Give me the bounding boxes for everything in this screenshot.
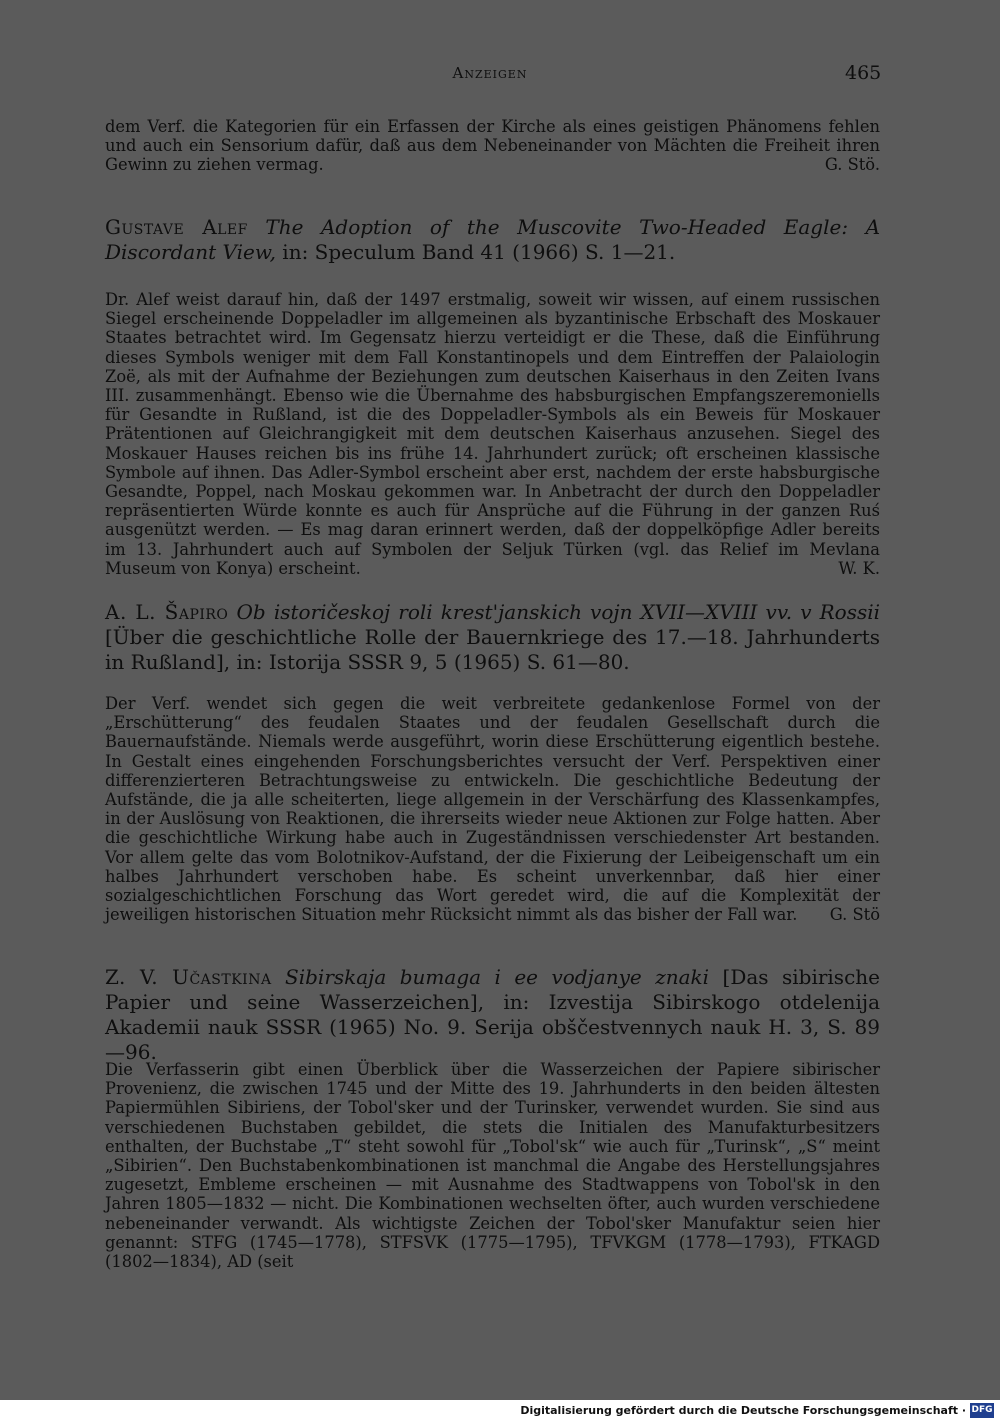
entry2-paragraph [105, 694, 880, 924]
entry1-signature: W. K. [838, 558, 880, 578]
entry1-author: Gustave Alef [105, 215, 248, 239]
entry0-text: dem Verf. die Kategorien für ein Erfassen der Kirche als eines geistigen Phänomens fehlen und auch ein Sensorium dafür, daß aus dem Nebeneinander von Mächten die Freiheit ihren Gewinn zu ziehen vermag. [105, 117, 880, 175]
entry2-title: Ob istoričeskoj roli krest'janskich vojn XVII—XVIII vv. v Rossii [236, 600, 881, 624]
entry0-paragraph [105, 117, 880, 175]
entry3-title: Sibirskaja bumaga i ee vodjanye znaki [285, 965, 710, 989]
entry1-source: in: Speculum Band 41 (1966) S. 1—21. [282, 240, 676, 264]
entry2-heading [105, 600, 880, 675]
entry1-heading [105, 215, 880, 265]
entry1-paragraph [105, 290, 880, 578]
entry3-text: Die Verfasserin gibt einen Überblick über die Wasserzeichen der Papiere sibirischer Provenienz, die zwischen 1745 und der Mitte des 19. Jahrhunderts in den beiden ältesten Papiermühlen Sibiriens, der Tobol'sker und der Turinsker, verwendet wurden. Sie sind aus verschiedenen Buchstaben gebildet, die stets die Initialen des Manufakturbesitzers enthalten, der Buchstabe „T“ steht sowohl für „Tobol'sk“ wie auch für „Turinsk“, „S“ meint „Sibirien“. Den Buchstabenkombinationen ist manchmal die Angabe des Herstellungsjahres zugesetzt, Embleme erscheinen — mit Ausnahme des Stadtwappens von Tobol'sk in den Jahren 1805—1832 — nicht. Die Kombinationen wechselten öfter, auch wurden verschiedene nebeneinander verwandt. Als wichtigste Zeichen der Tobol'sker Manufaktur seien hier genannt: STFG (1745—1778), STFSVK (1775—1795), TFVKGM (1778—1793), FTKAGD (1802—1834), AD (seit [105, 1060, 880, 1272]
entry3-heading [105, 965, 880, 1065]
entry2-source: [Über die geschichtliche Rolle der Bauernkriege des 17.—18. Jahrhunderts in Rußland], in: Istorija SSSR 9, 5 (1965) S. 61—80. [105, 625, 880, 674]
entry3-author: Z. V. Učastkina [105, 965, 272, 989]
entry1-title: The Adoption of the Muscovite Two-Headed Eagle: A Discordant View, [105, 215, 881, 264]
entry3-paragraph [105, 1060, 880, 1271]
dfg-logo: DFG [970, 1403, 994, 1418]
entry1-text: Dr. Alef weist darauf hin, daß der 1497 erstmalig, soweit wir wissen, auf einem russischen Siegel erscheinende Doppeladler im allgemeinen als byzantinische Erbschaft des Moskauer Staates betrachtet wird. Im Gegensatz hierzu verteidigt er die These, daß die Einführung dieses Symbols weniger mit dem Fall Konstantinopels und dem Eintreffen der Palaiologin Zoë, als mit der Aufnahme der Beziehungen zum deutschen Kaiserhaus in den Zeiten Ivans III. zusammenhängt. Ebenso wie die Übernahme des habsburgischen Empfangszeremoniells für Gesandte in Rußland, ist die des Doppeladler-Symbols als ein Beweis für Moskauer Prätentionen auf Gleichrangigkeit mit dem deutschen Kaiserhaus anzusehen. Siegel des Moskauer Hauses reichen bis ins frühe 14. Jahrhundert zurück; oft erscheinen klassische Symbole auf ihnen. Das Adler-Symbol erscheint aber erst, nachdem der erste habsburgische Gesandte, Poppel, nach Moskau gekommen war. In Anbetracht der durch den Doppeladler repräsentierten Würde konnte es auch für Ansprüche auf die Führung in der ganzen Ruś ausgenützt werden. — Es mag daran erinnert werden, daß der doppelköpfige Adler bereits im 13. Jahrhundert auch auf Symbolen der Seljuk Türken (vgl. das Relief im Mevlana Museum von Konya) erscheint. [105, 290, 880, 578]
entry2-signature: G. Stö [829, 905, 880, 925]
entry3-source: [Das sibirische Papier und seine Wasserzeichen], in: Izvestija Sibirskogo otdelenija Akademii nauk SSSR (1965) No. 9. Serija obščestvennych nauk H. 3, S. 89—96. [105, 965, 880, 1064]
entry2-text: Der Verf. wendet sich gegen die weit verbreitete gedankenlose Formel von der „Erschütterung“ des feudalen Staates und der feudalen Gesellschaft durch die Bauernaufstände. Niemals werde ausgeführt, worin diese Erschütterung eigentlich bestehe. In Gestalt eines eingehenden Forschungsberichtes versucht der Verf. Perspektiven einer differenzierteren Betrachtungsweise zu entwickeln. Die geschichtliche Bedeutung der Aufstände, die ja alle scheiterten, liege allgemein in der Verschärfung des Klassenkampfes, in der Auslösung von Reaktionen, die ihrerseits wieder neue Aktionen zur Folge hatten. Aber die geschichtliche Wirkung habe auch in Zugeständnissen verschiedenster Art bestanden. Vor allem gelte das vom Bolotnikov-Aufstand, der die Fixierung der Leibeigenschaft um ein halbes Jahrhundert verschoben habe. Es scheint unverkennbar, daß hier einer sozialgeschichtlichen Forschung das Wort geredet wird, die auf die Komplexität der jeweiligen historischen Situation mehr Rücksicht nimmt als das bisher der Fall war. [105, 694, 880, 925]
footer-bar [0, 1400, 1000, 1423]
page-number: 465 [845, 62, 882, 84]
footer-credit: Digitalisierung gefördert durch die Deutsche Forschungsgemeinschaft · [520, 1404, 966, 1417]
entry0-signature: G. Stö. [824, 155, 880, 175]
running-header: Anzeigen [452, 64, 528, 82]
entry2-author: A. L. Šapiro [105, 600, 229, 624]
